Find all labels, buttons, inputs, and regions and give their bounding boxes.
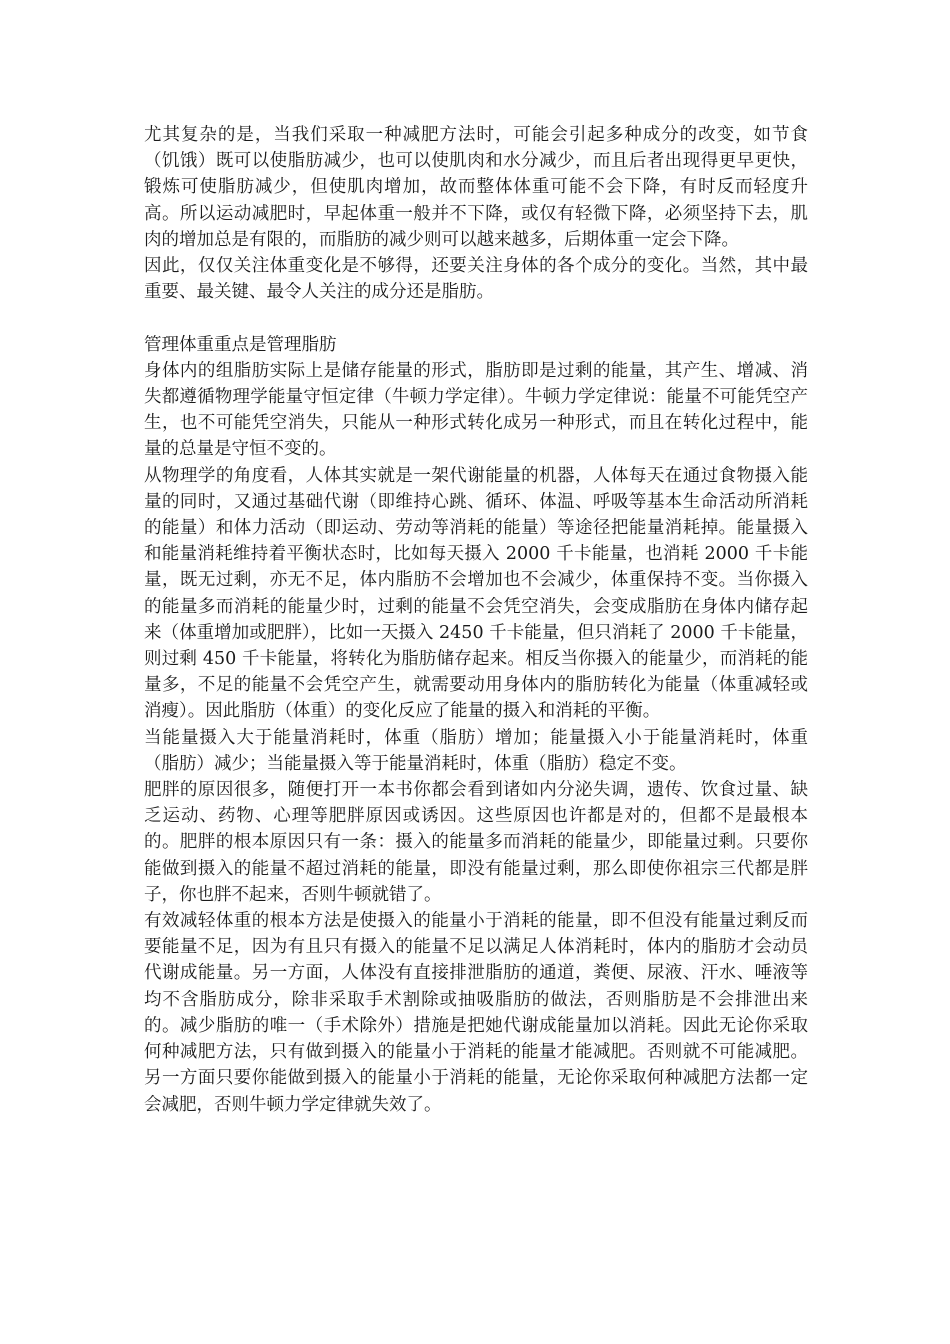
paragraph-energy-balance-rule: 当能量摄入大于能量消耗时，体重（脂肪）增加；能量摄入小于能量消耗时，体重（脂肪）减少；当能量摄入等于能量消耗时，体重（脂肪）稳定不变。 — [144, 727, 808, 774]
section-heading: 管理体重重点是管理脂肪 — [144, 334, 337, 355]
paragraph-energy-conservation: 身体内的组脂肪实际上是储存能量的形式，脂肪即是过剩的能量，其产生、增减、消失都遵循物理学能量守恒定律（牛顿力学定律）。牛顿力学定律说：能量不可能凭空产生，也不可能凭空消失，只能从一种形式转化成另一种形式，而且在转化过程中，能量的总量是守恒不变的。 — [144, 360, 808, 460]
paragraph-body-composition: 尤其复杂的是，当我们采取一种减肥方法时，可能会引起多种成分的改变，如节食（饥饿）既可以使脂肪减少，也可以使肌肉和水分减少，而且后者出现得更早更快，锻炼可使脂肪减少，但使肌肉增加，故而整体体重可能不会下降，有时反而轻度升高。所以运动减肥时，早起体重一般并不下降，或仅有轻微下降，必须坚持下去，肌肉的增加总是有限的，而脂肪的减少则可以越来越多，后期体重一定会下降。 — [144, 125, 808, 250]
paragraph-energy-metabolism: 从物理学的角度看，人体其实就是一架代谢能量的机器，人体每天在通过食物摄入能量的同时，又通过基础代谢（即维持心跳、循环、体温、呼吸等基本生命活动所消耗的能量）和体力活动（即运动、劳动等消耗的能量）等途径把能量消耗掉。能量摄入和能量消耗维持着平衡状态时，比如每天摄入 2000 千卡能量，也消耗 2000 千卡能量，既无过剩，亦无不足，体内脂肪不会增加也不会减少，体重保持不变。当你摄入的能量多而消耗的能量少时，过剩的能量不会凭空消失，会变成脂肪在身体内储存起来（体重增加或肥胖），比如一天摄入 2450 千卡能量，但只消耗了 2000 千卡能量，则过剩 450 千卡能量，将转化为脂肪储存起来。相反当你摄入的能量少，而消耗的能量多，不足的能量不会凭空产生，就需要动用身体内的脂肪转化为能量（体重减轻或消瘦）。因此脂肪（体重）的变化反应了能量的摄入和消耗的平衡。 — [144, 465, 808, 722]
paragraph-focus-on-fat: 因此，仅仅关注体重变化是不够得，还要关注身体的各个成分的变化。当然，其中最重要、最关键、最令人关注的成分还是脂肪。 — [144, 256, 808, 303]
paragraph-obesity-cause: 肥胖的原因很多，随便打开一本书你都会看到诸如内分泌失调，遗传、饮食过量、缺乏运动、药物、心理等肥胖原因或诱因。这些原因也许都是对的，但都不是最根本的。肥胖的根本原因只有一条：摄入的能量多而消耗的能量少，即能量过剩。只要你能做到摄入的能量不超过消耗的能量，即没有能量过剩，那么即使你祖宗三代都是胖子，你也胖不起来，否则牛顿就错了。 — [144, 780, 808, 905]
paragraph-weight-loss-method: 有效减轻体重的根本方法是使摄入的能量小于消耗的能量，即不但没有能量过剩反而要能量不足，因为有且只有摄入的能量不足以满足人体消耗时，体内的脂肪才会动员代谢成能量。另一方面，人体没有直接排泄脂肪的通道，粪便、尿液、汗水、唾液等均不含脂肪成分，除非采取手术割除或抽吸脂肪的做法，否则脂肪是不会排泄出来的。减少脂肪的唯一（手术除外）措施是把她代谢成能量加以消耗。因此无论你采取何种减肥方法，只有做到摄入的能量小于消耗的能量才能减肥。否则就不可能减肥。另一方面只要你能做到摄入的能量小于消耗的能量，无论你采取何种减肥方法都一定会减肥，否则牛顿力学定律就失效了。 — [144, 911, 808, 1115]
blank-line — [144, 305, 808, 331]
document-body — [144, 122, 808, 1118]
